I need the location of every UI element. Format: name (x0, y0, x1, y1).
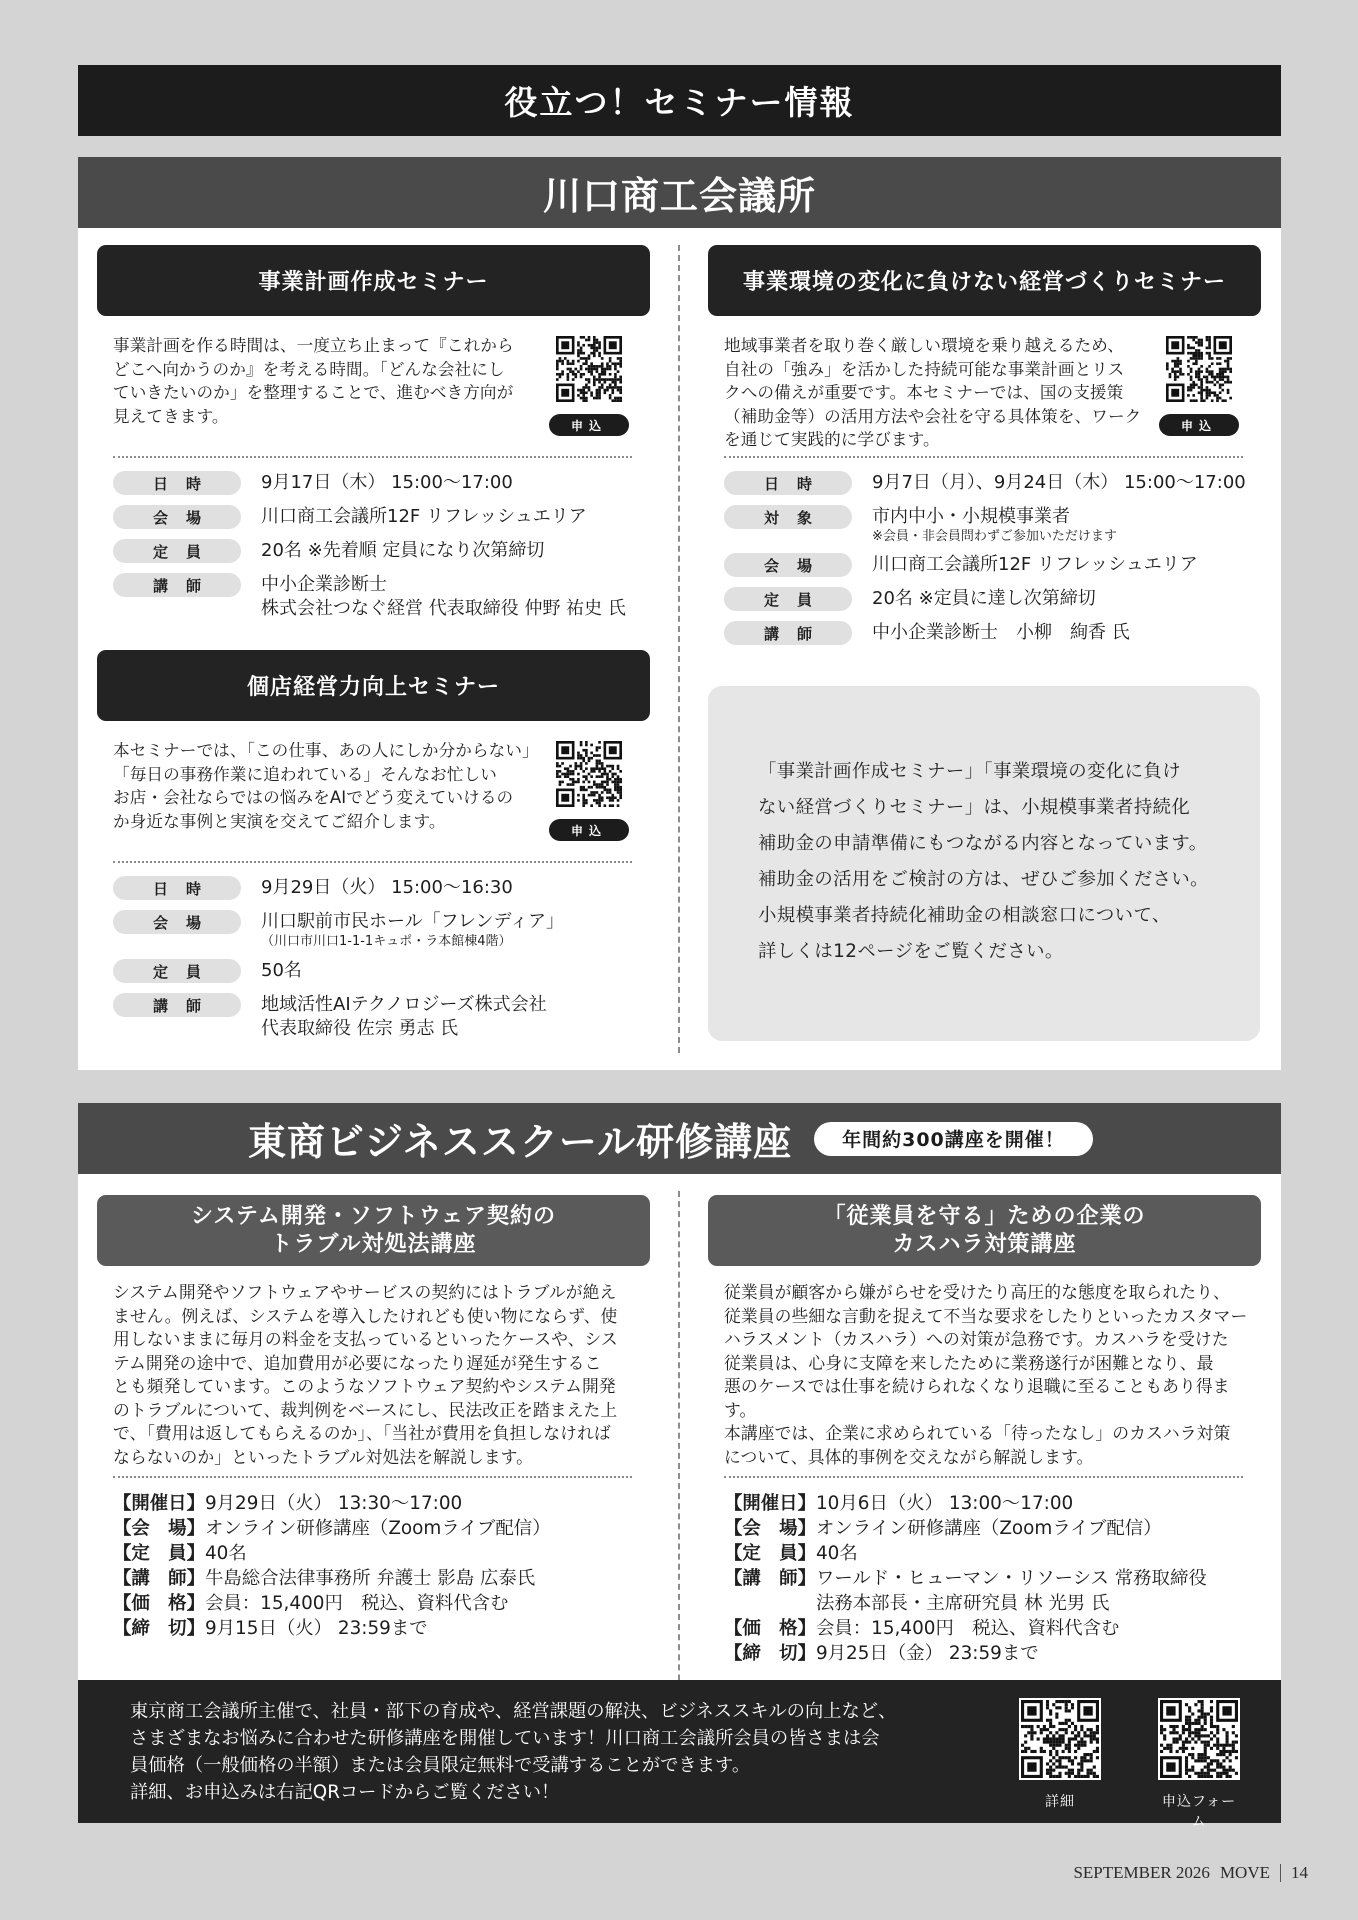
course-title-line: 「従業員を守る」ための企業の (823, 1204, 1146, 1229)
seminar-title-shop-management (97, 650, 650, 721)
info-row-target (724, 505, 1117, 546)
info-row-capacity (113, 539, 544, 563)
apply-qr-block[interactable] (1159, 334, 1239, 436)
info-value: 川口商工会議所12F リフレッシュエリア (872, 554, 1198, 575)
footer-line: 東京商工会議所主催で、社員・部下の育成や、経営課題の解決、ビジネススキルの向上など、 (130, 1701, 897, 1722)
desc-line: ハラスメント（カスハラ）への対策が急務です。カスハラを受けた (724, 1329, 1229, 1350)
target-note: ※会員・非会員問わずご参加いただけます (872, 529, 1117, 545)
seminar-description (724, 334, 1154, 452)
info-row-capacity (724, 587, 1096, 611)
detail-row-venue (113, 1516, 551, 1541)
column-divider (678, 245, 680, 1053)
lecturer-line: 代表取締役 佐宗 勇志 氏 (261, 1018, 459, 1040)
detail-row-lecturer (113, 1566, 535, 1591)
info-label: 日時 (113, 876, 241, 900)
footer-text (130, 1698, 1000, 1806)
detail-row-venue (724, 1516, 1162, 1541)
desc-line: について、具体的事例を交えながら解説します。 (724, 1446, 1094, 1467)
detail-label: 【定 員】 (113, 1543, 205, 1564)
detail-row-price (113, 1591, 508, 1616)
detail-value: 9月25日（金） 23:59まで (815, 1643, 1039, 1664)
detail-value: 9月29日（火） 13:30〜17:00 (204, 1493, 463, 1514)
note-line: 補助金の活用をご検討の方は、ぜひご参加ください。 (758, 869, 1209, 890)
desc-line: ならないのか」といったトラブル対処法を解説します。 (113, 1446, 534, 1467)
desc-line: どこへ向かうのか』を考える時間。「どんな会社にし (113, 359, 505, 379)
detail-label: 【講 師】 (724, 1568, 816, 1589)
note-line: 小規模事業者持続化補助金の相談窓口について、 (758, 905, 1171, 926)
qr-code-icon[interactable] (1019, 1698, 1101, 1780)
course-description (724, 1281, 1254, 1469)
info-label: 講師 (724, 621, 852, 645)
tosho-header-title: 東商ビジネススクール研修講座 (248, 1120, 793, 1164)
info-value (261, 993, 547, 1042)
seminar-description (113, 334, 543, 428)
desc-line: 本セミナーでは、「この仕事、あの人にしか分からない」 (113, 741, 539, 760)
desc-line: のトラブルについて、裁判例をベースにし、民法改正を踏まえた上 (113, 1399, 618, 1420)
lecturer-line: ワールド・ヒューマン・リソーシス 常務取締役 (815, 1568, 1207, 1589)
footer-line: 詳細、お申込みは右記QRコードからご覧ください！ (130, 1782, 560, 1803)
footer-line: さまざまなお悩みに合わせた研修講座を開催しています！川口商工会議所会員の皆さまは会 (130, 1728, 880, 1749)
note-line: ない経営づくりセミナー」は、小規模事業者持続化 (758, 797, 1191, 818)
detail-row-deadline (113, 1616, 428, 1641)
info-value: 中小企業診断士 小柳 絢香 氏 (872, 622, 1130, 643)
detail-value (816, 1566, 1207, 1616)
detail-label: 【会 場】 (113, 1518, 205, 1539)
qr-label-application-form: 申込フォーム (1161, 1794, 1237, 1830)
detail-value: オンライン研修講座（Zoomライブ配信） (815, 1518, 1162, 1539)
info-row-venue (724, 553, 1198, 577)
desc-line: を通じて実践的に学びます。 (724, 430, 940, 450)
desc-line: 地域事業者を取り巻く厳しい環境を乗り越えるため、 (724, 336, 1124, 355)
note-line: 補助金の申請準備にもつながる内容となっています。 (758, 833, 1208, 854)
info-label: 講師 (113, 573, 241, 597)
subsidy-note-text (758, 754, 1228, 970)
detail-row-date (113, 1491, 462, 1516)
desc-line: 事業計画を作る時間は、一度立ち止まって『これから (113, 336, 514, 355)
column-divider (678, 1191, 680, 1751)
desc-line: ていきたいのか」を整理することで、進むべき方向が (113, 383, 514, 403)
detail-row-date (724, 1491, 1073, 1516)
page-footer (1073, 1863, 1308, 1883)
target-text: 市内中小・小規模事業者 (872, 506, 1070, 527)
dotted-divider (724, 456, 1243, 458)
detail-value: オンライン研修講座（Zoomライブ配信） (204, 1518, 551, 1539)
info-row-venue (113, 910, 564, 951)
info-value: 20名 ※定員に達し次第締切 (872, 588, 1096, 609)
info-label: 対象 (724, 505, 852, 529)
desc-line: 「毎日の事務作業に追われている」そんなお忙しい (113, 764, 497, 784)
info-value: 9月17日（木） 15:00〜17:00 (261, 472, 513, 493)
seminar-title-text: 事業環境の変化に負けない経営づくりセミナー (742, 270, 1226, 295)
course-title-customer-harassment (708, 1195, 1261, 1266)
details-qr-block[interactable] (1018, 1698, 1102, 1811)
detail-label: 【締 切】 (113, 1618, 205, 1639)
detail-row-capacity (724, 1541, 858, 1566)
seminar-description (113, 739, 543, 833)
info-label: 定員 (113, 959, 241, 983)
course-title-line: トラブル対処法講座 (270, 1231, 477, 1257)
detail-value: 会員：15,400円 税込、資料代含む (204, 1593, 509, 1614)
course-description (113, 1281, 643, 1469)
detail-row-lecturer (724, 1566, 1207, 1616)
qr-code-icon[interactable] (1164, 334, 1234, 404)
desc-line: 従業員が顧客から嫌がらせを受けたり高圧的な態度を取られたり、 (724, 1282, 1230, 1302)
detail-value: 牛島総合法律事務所 弁護士 影島 広泰氏 (204, 1568, 536, 1589)
detail-label: 【価 格】 (724, 1618, 816, 1639)
info-row-capacity (113, 959, 302, 983)
course-title-software-contract (97, 1195, 650, 1266)
info-value (261, 910, 564, 951)
info-row-venue (113, 505, 587, 529)
apply-button[interactable]: 申込 (1159, 414, 1239, 436)
desc-line: 用しないままに毎月の料金を支払っているといったケースや、シス (113, 1329, 618, 1350)
info-label: 会場 (113, 505, 241, 529)
kawaguchi-header (78, 157, 1281, 228)
course-title-line: カスハラ対策講座 (892, 1231, 1077, 1257)
desc-line: 見えてきます。 (113, 406, 229, 426)
venue-address: （川口市川口1-1-1キュポ・ラ本館棟4階） (261, 934, 512, 950)
tosho-info-footer (78, 1680, 1281, 1830)
qr-code-icon[interactable] (554, 334, 624, 404)
detail-label: 【開催日】 (724, 1493, 816, 1514)
apply-qr-block[interactable] (549, 334, 629, 436)
desc-line: 悪のケースでは仕事を続けられなくなり退職に至ることもあり得ます。 (724, 1376, 1230, 1420)
detail-label: 【締 切】 (724, 1643, 816, 1664)
application-form-qr-block[interactable] (1157, 1698, 1241, 1831)
desc-line: お店・会社ならではの悩みをAIでどう変えていけるの (113, 788, 514, 808)
info-label: 講師 (113, 993, 241, 1017)
apply-qr-block[interactable] (549, 739, 629, 841)
lecturer-line: 中小企業診断士 (261, 574, 387, 595)
issue-date: SEPTEMBER 2026 (1073, 1863, 1210, 1882)
lecturer-line: 地域活性AIテクノロジーズ株式会社 (261, 994, 547, 1015)
course-title-line: システム開発・ソフトウェア契約の (191, 1204, 556, 1229)
seminar-title-business-environment (708, 245, 1261, 316)
detail-value: 会員：15,400円 税込、資料代含む (815, 1618, 1120, 1639)
detail-value: 40名 (815, 1543, 858, 1564)
desc-line: テム開発の途中で、追加費用が必要になったり遅延が発生するこ (113, 1352, 602, 1373)
info-value: 20名 ※先着順 定員になり次第締切 (261, 540, 545, 561)
seminar-title-text: 個店経営力向上セミナー (246, 675, 500, 700)
detail-row-price (724, 1616, 1119, 1641)
footer-separator (1280, 1864, 1281, 1882)
info-value: 川口商工会議所12F リフレッシュエリア (261, 506, 587, 527)
desc-line: システム開発やソフトウェアやサービスの契約にはトラブルが絶え (113, 1282, 617, 1302)
seminar-title-business-plan (97, 245, 650, 316)
info-label: 定員 (724, 587, 852, 611)
info-row-datetime (724, 471, 1246, 495)
dotted-divider (113, 1476, 632, 1478)
qr-code-icon[interactable] (554, 739, 624, 809)
detail-label: 【価 格】 (113, 1593, 205, 1614)
lecturer-line: 法務本部長・主席研究員 林 光男 氏 (815, 1593, 1110, 1614)
info-row-lecturer (724, 621, 1130, 645)
desc-line: で、「費用は返してもらえるのか」、「当社が費用を負担しなければ (113, 1423, 611, 1444)
detail-label: 【講 師】 (113, 1568, 205, 1589)
detail-row-capacity (113, 1541, 247, 1566)
desc-line: クへの備えが重要です。本セミナーでは、国の支援策 (724, 383, 1124, 403)
info-value: 50名 (261, 960, 302, 981)
qr-code-icon[interactable] (1158, 1698, 1240, 1780)
lecturer-line: 株式会社つなぐ経営 代表取締役 仲野 祐史 氏 (261, 598, 626, 620)
qr-label-details: 詳細 (1045, 1794, 1075, 1810)
desc-line: とも頻発しています。このようなソフトウェア契約やシステム開発 (113, 1376, 616, 1397)
kawaguchi-header-title: 川口商工会議所 (542, 174, 816, 218)
desc-line: （補助金等）の活用方法や会社を守る具体策を、ワーク (724, 406, 1142, 426)
dotted-divider (724, 1476, 1243, 1478)
detail-label: 【開催日】 (113, 1493, 205, 1514)
desc-line: 従業員の些細な言動を捉えて不当な要求をしたりといったカスタマー (724, 1305, 1248, 1326)
info-value (872, 505, 1117, 546)
desc-line: 自社の「強み」を活かした持続可能な事業計画とリス (724, 359, 1125, 379)
info-label: 日時 (724, 471, 852, 495)
detail-row-deadline (724, 1641, 1039, 1666)
banner-title: 役立つ！セミナー情報 (504, 83, 855, 122)
info-row-lecturer (113, 573, 626, 622)
kawaguchi-panel (78, 157, 1281, 1070)
apply-button[interactable]: 申込 (549, 414, 629, 436)
detail-value: 40名 (204, 1543, 247, 1564)
course-count-badge: 年間約300講座を開催！ (814, 1122, 1093, 1156)
info-value: 9月29日（火） 15:00〜16:30 (261, 877, 513, 898)
detail-label: 【定 員】 (724, 1543, 816, 1564)
note-line: 詳しくは12ページをご覧ください。 (758, 941, 1064, 962)
subsidy-note-box (708, 686, 1260, 1041)
desc-line: 本講座では、企業に求められている「待ったなし」のカスハラ対策 (724, 1423, 1231, 1444)
detail-label: 【会 場】 (724, 1518, 816, 1539)
magazine-name: MOVE (1219, 1863, 1270, 1882)
info-row-datetime (113, 876, 513, 900)
info-label: 日時 (113, 471, 241, 495)
detail-value: 10月6日（火） 13:00〜17:00 (815, 1493, 1074, 1514)
apply-button[interactable]: 申込 (549, 819, 629, 841)
desc-line: か身近な事例と実演を交えてご紹介します。 (113, 811, 446, 831)
footer-line: 員価格（一般価格の半額）または会員限定無料で受講することができます。 (130, 1755, 751, 1776)
info-value (261, 573, 626, 622)
info-label: 定員 (113, 539, 241, 563)
page-banner (78, 65, 1281, 136)
seminar-title-text: 事業計画作成セミナー (258, 270, 489, 295)
desc-line: ません。例えば、システムを導入したけれども使い物にならず、使 (113, 1305, 618, 1326)
desc-line: 従業員は、心身に支障を来したために業務遂行が困難となり、最 (724, 1352, 1214, 1373)
detail-value: 9月15日（火） 23:59まで (204, 1618, 428, 1639)
dotted-divider (113, 861, 632, 863)
info-row-lecturer (113, 993, 547, 1042)
tosho-header (78, 1103, 1281, 1174)
page-number: 14 (1291, 1863, 1308, 1882)
dotted-divider (113, 456, 632, 458)
info-value: 9月7日（月）、9月24日（木） 15:00〜17:00 (872, 472, 1246, 493)
venue-text: 川口駅前市民ホール「フレンディア」 (261, 911, 565, 932)
note-line: 「事業計画作成セミナー」「事業環境の変化に負け (758, 761, 1181, 782)
info-row-datetime (113, 471, 513, 495)
info-label: 会場 (724, 553, 852, 577)
info-label: 会場 (113, 910, 241, 934)
